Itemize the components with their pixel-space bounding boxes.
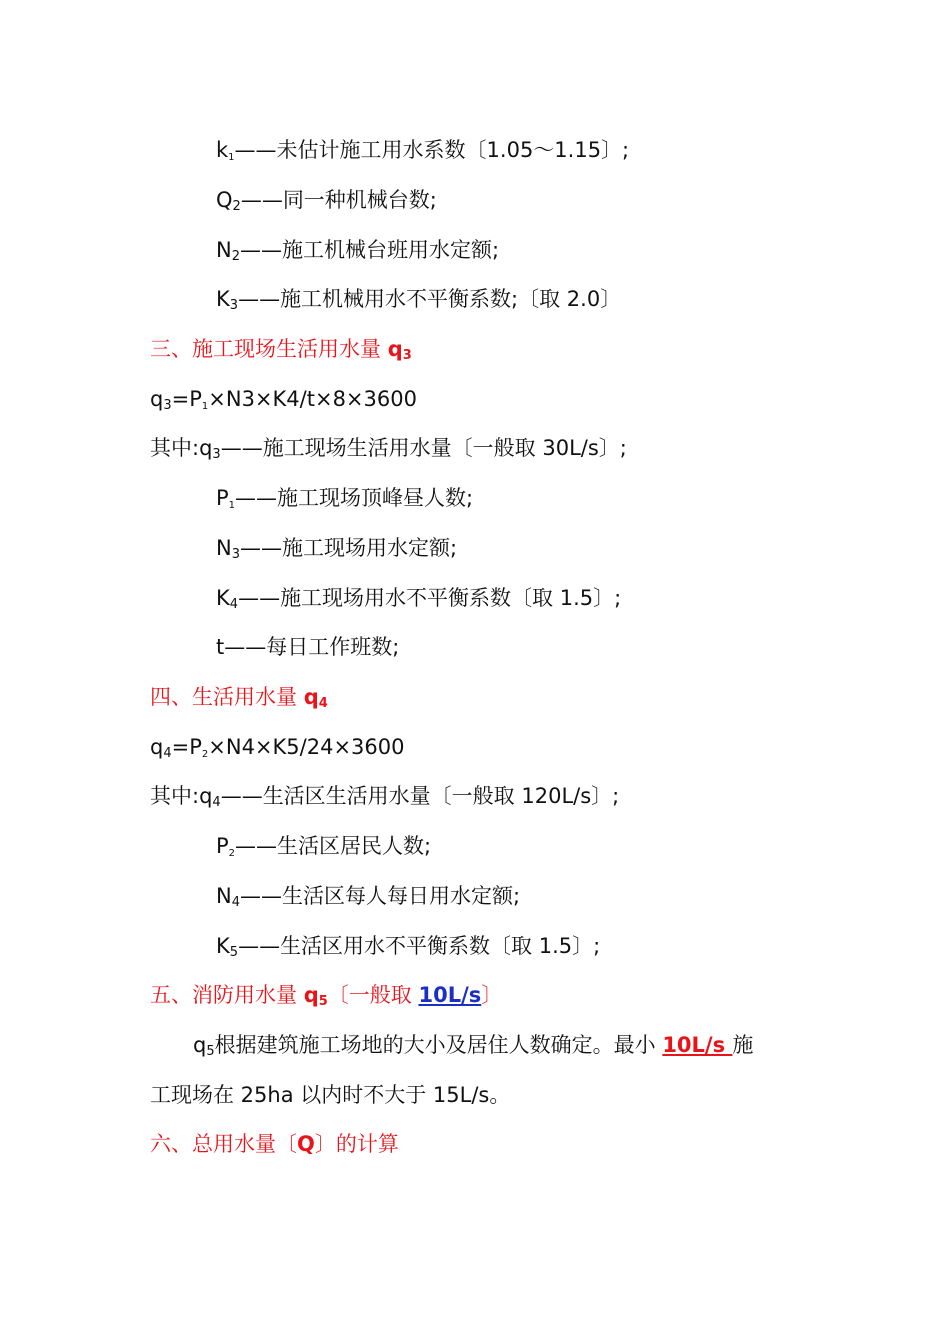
definition-t: t——每日工作班数; [216,635,400,659]
section-heading-5: 五、消防用水量 $q_5$〔一般取 10L/s〕 [150,983,503,1009]
definition-n2: $N_2——$施工机械台班用水定额; [216,238,500,264]
definition-q3: 其中$:q_3——$施工现场生活用水量〔一般取 30L/s〕; [150,436,627,462]
fire-flow-link[interactable]: 10L/s [418,983,482,1007]
definition-k4: $K_4——$施工现场用水不平衡系数〔取 1.5〕; [216,586,622,612]
paragraph-q5-line2: 工现场在 25ha 以内时不大于 15L/s。 [150,1083,511,1107]
minimum-flow-link[interactable]: 10L/s [662,1033,733,1057]
definition-q2: $Q_2——$同一种机械台数; [216,188,437,214]
definition-p2: $P_2——$生活区居民人数; [216,834,432,859]
section-heading-3: 三、施工现场生活用水量 $q_3$ [150,337,412,363]
definition-p1: $P_1——$施工现场顶峰昼人数; [216,486,474,511]
section-heading-4: 四、生活用水量 $q_4$ [150,685,328,711]
definition-k3: $K_3——$施工机械用水不平衡系数;〔取 2.0〕 [216,287,622,313]
formula-q4: $q_4=P_2\times N4\times K5/24\times 3600$ [150,735,405,761]
formula-q3: $q_3=P_1\times N3\times K4/t\times 8\times 3600$ [150,387,417,413]
definition-n4: $N_4——$生活区每人每日用水定额; [216,884,521,910]
definition-n3: $N_3——$施工现场用水定额; [216,536,458,562]
definition-k5: $K_5——$生活区用水不平衡系数〔取 1.5〕; [216,934,601,960]
paragraph-q5-line1: $q_5$根据建筑施工场地的大小及居住人数确定。最小 10L/s 施 [193,1033,754,1059]
definition-q4: 其中$:q_4——$生活区生活用水量〔一般取 120L/s〕; [150,784,620,810]
definition-k1: $k_1——$未估计施工用水系数〔1.05～1.15〕; [216,138,630,163]
section-heading-6: 六、总用水量〔Q〕的计算 [150,1132,399,1156]
